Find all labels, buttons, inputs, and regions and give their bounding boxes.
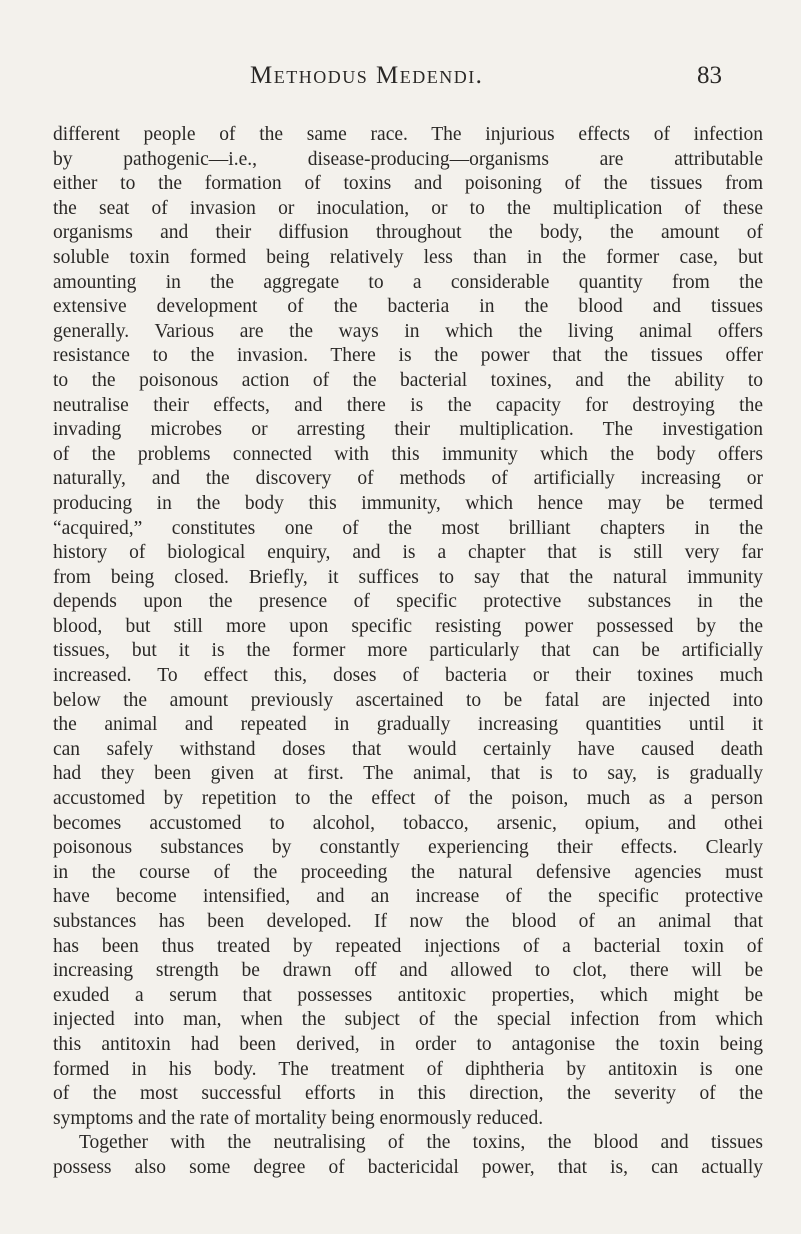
- running-title: Methodus Medendi.: [250, 62, 484, 89]
- text-line: to the poisonous action of the bacterial toxines, and the ability to: [53, 369, 763, 391]
- text-line: the animal and repeated in gradually increasing quantities until it: [53, 714, 763, 736]
- text-line: exuded a serum that possesses antitoxic properties, which might be: [53, 984, 763, 1006]
- text-line: substances has been developed. If now the blood of an animal that: [53, 911, 763, 932]
- text-line: poisonous substances by constantly experiencing their effects. Clearly: [53, 837, 763, 859]
- text-line: generally. Various are the ways in which the living animal offers: [53, 320, 763, 342]
- text-line: by pathogenic—i.e., disease-producing—organisms are attributable: [53, 148, 763, 170]
- text-line: this antitoxin had been derived, in order to antagonise the toxin being: [53, 1033, 763, 1055]
- text-line: possess also some degree of bactericidal power, that is, can actually: [53, 1156, 763, 1178]
- text-line: depends upon the presence of specific protective substances in the: [53, 591, 763, 613]
- text-line: either to the formation of toxins and poisoning of the tissues from: [53, 173, 763, 195]
- text-line: neutralise their effects, and there is the capacity for destroying the: [53, 394, 763, 416]
- text-line: symptoms and the rate of mortality being enormously reduced.: [53, 1107, 544, 1129]
- text-line: can safely withstand doses that would certainly have caused death: [53, 738, 763, 760]
- body-text: [53, 123, 763, 1181]
- text-line: Together with the neutralising of the toxins, the blood and tissues: [79, 1132, 763, 1154]
- text-line: different people of the same race. The injurious effects of infection: [53, 124, 763, 145]
- text-line: the seat of invasion or inoculation, or to the multiplication of these: [53, 197, 763, 219]
- text-line: naturally, and the discovery of methods of artificially increasing or: [53, 468, 763, 490]
- text-line: of the problems connected with this immunity which the body offers: [53, 443, 763, 465]
- text-line: invading microbes or arresting their multiplication. The investigation: [53, 419, 763, 441]
- text-line: history of biological enquiry, and is a chapter that is still very far: [53, 542, 763, 564]
- text-line: have become intensified, and an increase of the specific protective: [53, 886, 763, 908]
- text-line: “acquired,” constitutes one of the most brilliant chapters in the: [53, 517, 763, 539]
- text-line: producing in the body this immunity, which hence may be termed: [53, 492, 763, 514]
- text-line: blood, but still more upon specific resisting power possessed by the: [53, 615, 763, 637]
- text-line: extensive development of the bacteria in the blood and tissues: [53, 296, 763, 318]
- text-line: from being closed. Briefly, it suffices to say that the natural immunity: [53, 566, 763, 588]
- text-line: in the course of the proceeding the natural defensive agencies must: [53, 861, 763, 883]
- text-line: had they been given at first. The animal, that is to say, is gradually: [53, 763, 763, 785]
- text-line: organisms and their diffusion throughout the body, the amount of: [53, 222, 763, 244]
- text-line: below the amount previously ascertained to be fatal are injected into: [53, 689, 763, 711]
- text-line: has been thus treated by repeated injections of a bacterial toxin of: [53, 935, 763, 957]
- text-line: increasing strength be drawn off and allowed to clot, there will be: [53, 960, 763, 982]
- text-line: of the most successful efforts in this direction, the severity of the: [53, 1083, 763, 1105]
- text-line: tissues, but it is the former more particularly that can be artificially: [53, 640, 763, 662]
- text-line: increased. To effect this, doses of bacteria or their toxines much: [53, 665, 763, 687]
- text-line: becomes accustomed to alcohol, tobacco, arsenic, opium, and othei: [53, 812, 763, 834]
- text-line: accustomed by repetition to the effect of the poison, much as a person: [53, 788, 763, 810]
- text-line: injected into man, when the subject of the special infection from which: [53, 1009, 763, 1031]
- page-header: [0, 62, 801, 102]
- page-number: 83: [697, 62, 722, 89]
- text-line: amounting in the aggregate to a considerable quantity from the: [53, 271, 763, 293]
- text-line: resistance to the invasion. There is the power that the tissues offer: [53, 345, 763, 367]
- text-line: formed in his body. The treatment of diphtheria by antitoxin is one: [53, 1058, 763, 1080]
- text-line: soluble toxin formed being relatively less than in the former case, but: [53, 246, 763, 268]
